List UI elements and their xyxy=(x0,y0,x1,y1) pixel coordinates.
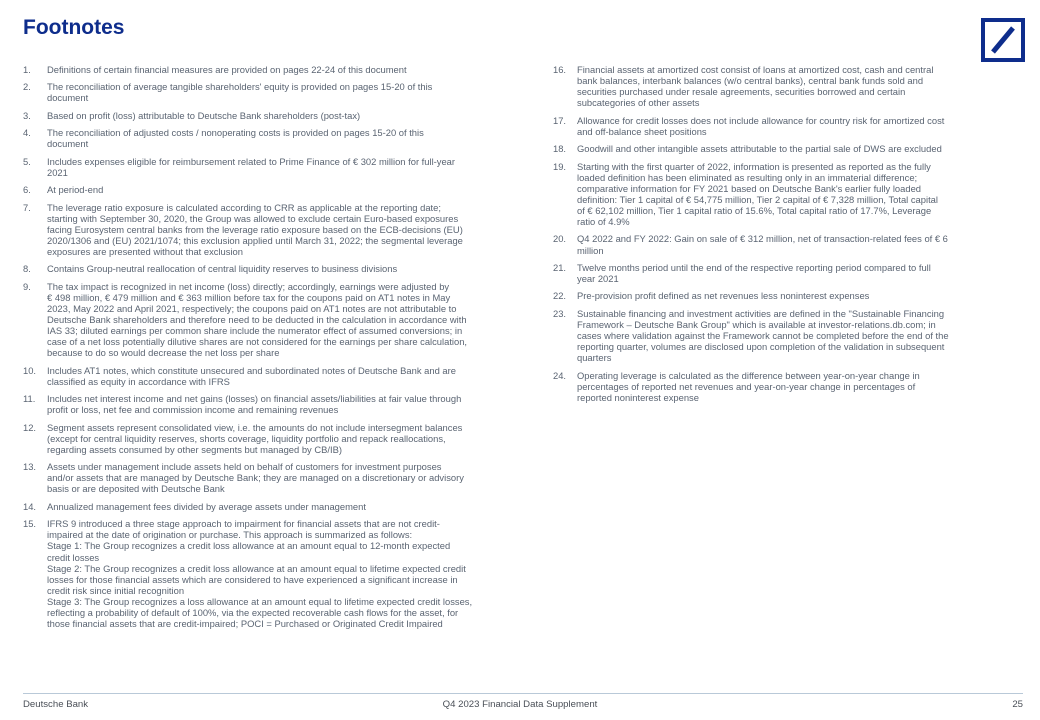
footnote-item xyxy=(553,143,1013,154)
deutsche-bank-logo xyxy=(981,18,1025,62)
footnote-text: Assets under management include assets held on behalf of customers for investment purposes and/or assets that are managed by Deutsche Bank; they are managed on a discretionary or advisory basis or are deposited with Deutsche Bank xyxy=(47,461,464,495)
footnote-number: 3. xyxy=(23,109,31,121)
footer-document-title: Q4 2023 Financial Data Supplement xyxy=(442,699,598,710)
footnote-item xyxy=(23,461,538,494)
footnote-text: Operating leverage is calculated as the difference between year-on-year change in percentages of reported net revenues and year-on-year change in percentages of reported noninterest expense xyxy=(577,369,920,403)
footnote-text: The reconciliation of adjusted costs / nonoperating costs is provided on pages 15-20 of this document xyxy=(47,127,424,150)
footnote-item xyxy=(23,81,538,103)
footnote-item xyxy=(553,161,1013,228)
footnote-number: 16. xyxy=(553,64,567,75)
deutsche-bank-logo-mark xyxy=(981,18,1025,62)
footnote-item xyxy=(553,64,1013,108)
footnote-item xyxy=(23,64,538,75)
footnote-text: Includes AT1 notes, which constitute unsecured and subordinated notes of Deutsche Bank and are classified as equity in accordance with IFRS xyxy=(47,364,456,387)
footnote-text: Twelve months period until the end of the respective reporting period compared to full year 2021 xyxy=(577,261,931,284)
footnote-number: 10. xyxy=(23,364,37,376)
footnote-number: 2. xyxy=(23,81,31,93)
footnote-number: 5. xyxy=(23,155,31,167)
footnote-number: 9. xyxy=(23,280,31,292)
footnote-text: Annualized management fees divided by average assets under management xyxy=(47,500,366,512)
footnote-text: Based on profit (loss) attributable to Deutsche Bank shareholders (post-tax) xyxy=(47,109,361,121)
footnote-text: Contains Group-neutral reallocation of central liquidity reserves to business divisions xyxy=(47,263,398,275)
footnote-text: Allowance for credit losses does not include allowance for country risk for amortized cost and off-balance sheet positions xyxy=(577,114,945,137)
footnote-item xyxy=(553,370,1013,403)
footnote-item xyxy=(23,127,538,149)
footnote-item xyxy=(23,156,538,178)
footnote-number: 24. xyxy=(553,369,567,381)
footnote-item xyxy=(553,115,1013,137)
footnote-item xyxy=(23,281,538,359)
footnote-item xyxy=(553,290,1013,301)
footnote-item xyxy=(23,263,538,274)
footnote-number: 11. xyxy=(23,393,36,405)
footnote-text: Definitions of certain financial measures are provided on pages 22-24 of this document xyxy=(47,64,407,75)
footnote-item xyxy=(23,501,538,512)
footnote-number: 6. xyxy=(23,184,31,196)
footnote-number: 1. xyxy=(23,64,31,75)
footnote-number: 12. xyxy=(23,421,37,433)
footnote-item xyxy=(553,308,1013,363)
footnote-item xyxy=(553,233,1013,255)
footnote-number: 20. xyxy=(553,233,567,245)
footnote-text: Q4 2022 and FY 2022: Gain on sale of € 312 million, net of transaction-related fees of € 6 million xyxy=(577,233,948,256)
footnote-text: Includes expenses eligible for reimbursement related to Prime Finance of € 302 million for full-year 2021 xyxy=(47,155,456,178)
footnote-text: The reconciliation of average tangible shareholders' equity is provided on pages 15-20 of this document xyxy=(47,81,433,104)
footnote-number: 13. xyxy=(23,461,37,473)
page-number: 25 xyxy=(1012,699,1023,710)
footnote-number: 15. xyxy=(23,518,37,530)
footnote-number: 18. xyxy=(553,143,567,155)
footnote-text: At period-end xyxy=(47,184,104,196)
footnote-number: 7. xyxy=(23,201,31,213)
footnote-item xyxy=(23,393,538,415)
footnote-number: 8. xyxy=(23,263,31,275)
footnotes-right-column xyxy=(553,64,1013,409)
footnote-text: Financial assets at amortized cost consist of loans at amortized cost, cash and central bank balances, interbank balances (w/o central banks), central bank funds sold and securities purchased under resale agreements, securities borrowed and certain subcategories of other assets xyxy=(577,64,934,109)
footnote-number: 19. xyxy=(553,160,567,172)
footnote-item xyxy=(23,518,538,629)
footnote-text: Pre-provision profit defined as net revenues less noninterest expenses xyxy=(577,290,870,302)
footnote-text: Includes net interest income and net gains (losses) on financial assets/liabilities at fair value through profit or loss, net fee and commission income and remaining revenues xyxy=(47,393,462,416)
footnote-text: Segment assets represent consolidated view, i.e. the amounts do not include intersegment balances (except for central liquidity reserves, shorts coverage, liquidity portfolio and repack reallocations, regarding assets consumed by other segments but managed by CB/IB) xyxy=(47,421,463,455)
footer-divider xyxy=(23,693,1023,694)
footnote-text: Sustainable financing and investment activities are defined in the "Sustainable Financing Framework – Deutsche Bank Group" which is available at investor-relations.db.com; in cases where validation against the Framework cannot be completed before the end of the reporting quarter, volumes are disclosed upon completion of the validation in subsequent quarters xyxy=(577,307,949,364)
footnote-number: 14. xyxy=(23,500,37,512)
footnote-item xyxy=(23,365,538,387)
footnote-item xyxy=(23,422,538,455)
footnote-item xyxy=(23,202,538,257)
page-title: Footnotes xyxy=(23,16,125,39)
footnote-text: Goodwill and other intangible assets attributable to the partial sale of DWS are excluded xyxy=(577,143,942,155)
footnote-item xyxy=(23,110,538,121)
footer-brand: Deutsche Bank xyxy=(23,699,89,710)
footnote-text: The leverage ratio exposure is calculated according to CRR as applicable at the reporting date; starting with September 30, 2020, the Group was allowed to exclude certain Euro-based exposures facing Eurosystem central banks from the leverage ratio exposure based on the ECB-decisions (EU) 2020/1306 and (EU) 2021/1074; this exclusion applied until March 31, 2022; the segmental leverage exposures are presented without that exclusion xyxy=(47,201,463,257)
footnote-item xyxy=(23,184,538,195)
footnote-text: The tax impact is recognized in net income (loss) directly; accordingly, earnings were adjusted by € 498 million, € 479 million and € 363 million before tax for the coupons paid on AT1 notes in May 2023, May 2022 and April 2021, respectively; the coupons paid on AT1 notes are not attributable to Deutsche Bank shareholders and therefore need to be deducted in the calculation in accordance with IAS 33; diluted earnings per common share include the numerator effect of assumed conversions; in case of a net loss potentially dilutive shares are not considered for the earnings per share calculation, because to do so would decrease the net loss per share xyxy=(47,280,468,359)
footnote-text: IFRS 9 introduced a three stage approach to impairment for financial assets that are not credit- impaired at the date of origination or purchase. This approach is summarized as follows: Stage 1: The Group recognizes a credit loss allowance at an amount equal to 12-month expected credit losses Stage 2: The Group recognizes a credit loss allowance at an amount equal to lifetime expected credit losses for those financial assets which are considered to have experienced a significant increase in credit risk since initial recognition Stage 3: The Group recognizes a loss allowance at an amount equal to lifetime expected credit losses, reflecting a probability of default of 100%, via the expected recoverable cash flows for the asset, for those financial assets that are credit-impaired; POCI = Purchased or Originated Credit Impaired xyxy=(47,518,473,630)
footnote-number: 22. xyxy=(553,290,567,302)
footnote-text: Starting with the first quarter of 2022, information is presented as reported as the fully loaded definition has been eliminated as resulting only in an immaterial difference; comparative information for FY 2021 based on Deutsche Bank's earlier fully loaded definition: Tier 1 capital of € 54,775 million, Tier 2 capital of € 7,328 million, Total capital of € 62,102 million, Tier 1 capital ratio of 15.6%, Total capital ratio of 17.7%, Leverage ratio of 4.9% xyxy=(577,160,938,228)
footnote-item xyxy=(553,262,1013,284)
footnote-number: 17. xyxy=(553,114,567,126)
footnote-number: 4. xyxy=(23,127,31,139)
footnotes-left-column xyxy=(23,64,538,635)
footnote-number: 21. xyxy=(553,261,567,273)
footnote-number: 23. xyxy=(553,307,567,319)
